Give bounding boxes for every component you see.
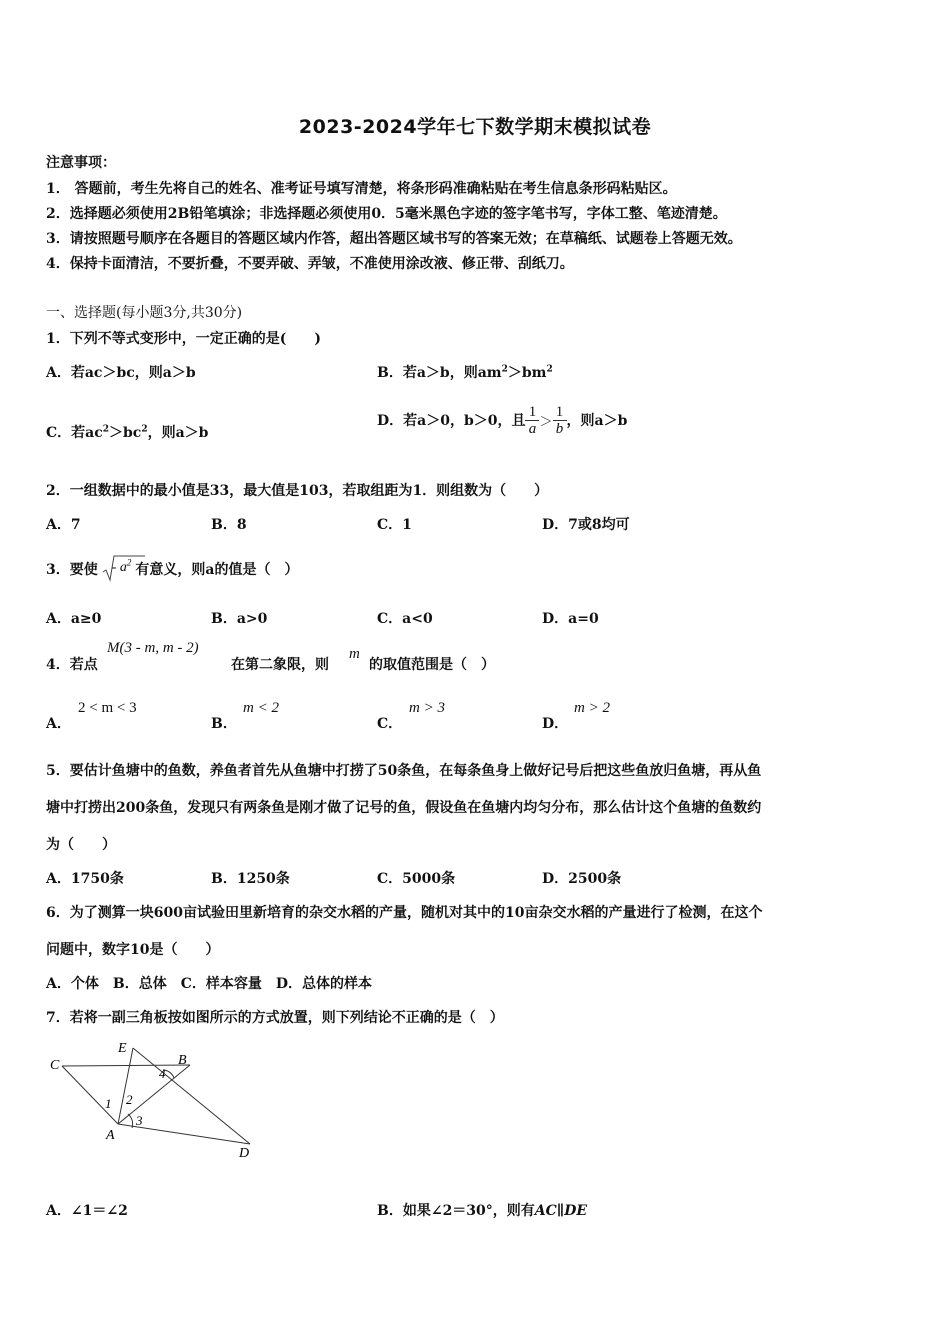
q2-option-d: D．7或8均可 — [542, 517, 630, 533]
q3-option-a: A．a≥0 — [46, 611, 102, 627]
question-5-line2: 塘中打捞出200条鱼，发现只有两条鱼是刚才做了记号的鱼，假设鱼在鱼塘内均匀分布，那么估计这个鱼塘的鱼数约 — [46, 800, 762, 816]
q1-option-b: B．若a＞b，则$am^2>bm^2$ — [377, 364, 553, 381]
label-angle-3: 3 — [136, 1113, 143, 1128]
q5-option-c: C．5000条 — [377, 871, 456, 887]
question-7-stem: 7．若将一副三角板按如图所示的方式放置，则下列结论不正确的是（ ） — [46, 1010, 504, 1026]
q3-option-c: C．a<0 — [377, 611, 433, 627]
label-angle-2: 2 — [126, 1092, 133, 1107]
question-5-line1: 5．要估计鱼塘中的鱼数，养鱼者首先从鱼塘中打捞了50条鱼，在每条鱼身上做好记号后把这些鱼放归鱼塘，再从鱼 — [46, 763, 762, 779]
notice-item: 3．请按照题号顺序在各题目的答题区域内作答，超出答题区域书写的答案无效；在草稿纸、试题卷上答题无效。 — [46, 231, 742, 247]
q7-option-b: B．如果∠2＝30°，则有AC∥DE — [377, 1203, 588, 1219]
question-2-stem: 2．一组数据中的最小值是33，最大值是103，若取组距为1．则组数为（ ） — [46, 483, 549, 499]
q2-option-c: C．1 — [377, 517, 412, 533]
question-4-suffix: 的取值范围是（ ） — [369, 657, 495, 673]
segment-EA — [118, 1048, 133, 1124]
q4-option-b-expr: m < 2 — [243, 700, 279, 716]
question-3-stem: 3．要使 - $a^2$ 有意义，则a的值是（ ） — [46, 552, 299, 586]
notice-item: 2．选择题必须使用2B铅笔填涂；非选择题必须使用0．5毫米黑色字迹的签字笔书写，字体工整、笔迹清楚。 — [46, 206, 727, 222]
question-6-line1: 6．为了测算一块600亩试验田里新培育的杂交水稻的产量，随机对其中的10亩杂交水稻的产量进行了检测，在这个 — [46, 905, 763, 921]
label-B: B — [178, 1053, 187, 1068]
question-4-prefix: 4．若点 — [46, 657, 98, 673]
q1-option-a: A．若ac＞bc，则a＞b — [46, 365, 196, 381]
notice-item: 1． 答题前，考生先将自己的姓名、准考证号填写清楚，将条形码准确粘贴在考生信息条形码粘贴区。 — [46, 181, 677, 197]
q7-option-a: A．∠1＝∠2 — [46, 1203, 128, 1219]
triangle-set-figure — [40, 1032, 270, 1167]
q2-option-b: B．8 — [211, 517, 247, 533]
question-1-stem: 1．下列不等式变形中，一定正确的是( ) — [46, 331, 321, 347]
q3-option-b: B．a>0 — [211, 611, 268, 627]
notice-heading: 注意事项： — [46, 155, 116, 171]
segment-CB — [62, 1065, 190, 1066]
q4-option-d-expr: m > 2 — [574, 700, 610, 716]
variable-m: m — [349, 646, 360, 662]
point-m-expression: M(3 - m, m - 2) — [107, 640, 199, 656]
q4-option-b-label: B． — [211, 716, 237, 732]
q4-option-a-label: A． — [46, 716, 71, 732]
fraction-1-over-b: $\frac{1}{b}$ — [553, 404, 567, 437]
label-E: E — [118, 1041, 127, 1056]
q1-option-d: D．若a＞0，b＞0，且 $\frac{1}{a}$ ＞ $\frac{1}{b}$ ，则a＞b — [377, 403, 628, 437]
q5-option-b: B．1250条 — [211, 871, 290, 887]
q5-option-d: D．2500条 — [542, 871, 622, 887]
label-D: D — [239, 1146, 250, 1161]
q4-option-a-expr: 2 < m < 3 — [78, 700, 137, 716]
q5-option-a: A．1750条 — [46, 871, 124, 887]
question-6-line2: 问题中，数字10是（ ） — [46, 942, 220, 958]
label-C: C — [50, 1058, 60, 1073]
sqrt-expression: - $a^2$ — [102, 560, 132, 579]
q2-option-a: A．7 — [46, 517, 81, 533]
q4-option-d-label: D． — [542, 716, 569, 732]
label-A: A — [106, 1128, 115, 1143]
label-angle-4: 4 — [159, 1066, 166, 1081]
section-heading: 一、选择题(每小题3分,共30分) — [46, 305, 243, 321]
segment-CA — [62, 1066, 118, 1124]
segment-ED — [133, 1048, 250, 1144]
label-angle-1: 1 — [105, 1096, 112, 1111]
page-title: 2023-2024学年七下数学期末模拟试卷 — [298, 116, 652, 138]
q4-option-c-label: C． — [377, 716, 403, 732]
fraction-1-over-a: $\frac{1}{a}$ — [525, 404, 539, 437]
q6-options: A．个体 B．总体 C．样本容量 D．总体的样本 — [46, 976, 372, 992]
notice-item: 4．保持卡面清洁，不要折叠，不要弄破、弄皱，不准使用涂改液、修正带、刮纸刀。 — [46, 256, 574, 272]
question-5-line3: 为（ ） — [46, 837, 116, 853]
q4-option-c-expr: m > 3 — [409, 700, 445, 716]
question-4-middle: 在第二象限，则 — [231, 657, 329, 673]
q3-option-d: D．a=0 — [542, 611, 599, 627]
q1-option-c: C．若$ac^2>bc^2$，则a＞b — [46, 424, 209, 441]
